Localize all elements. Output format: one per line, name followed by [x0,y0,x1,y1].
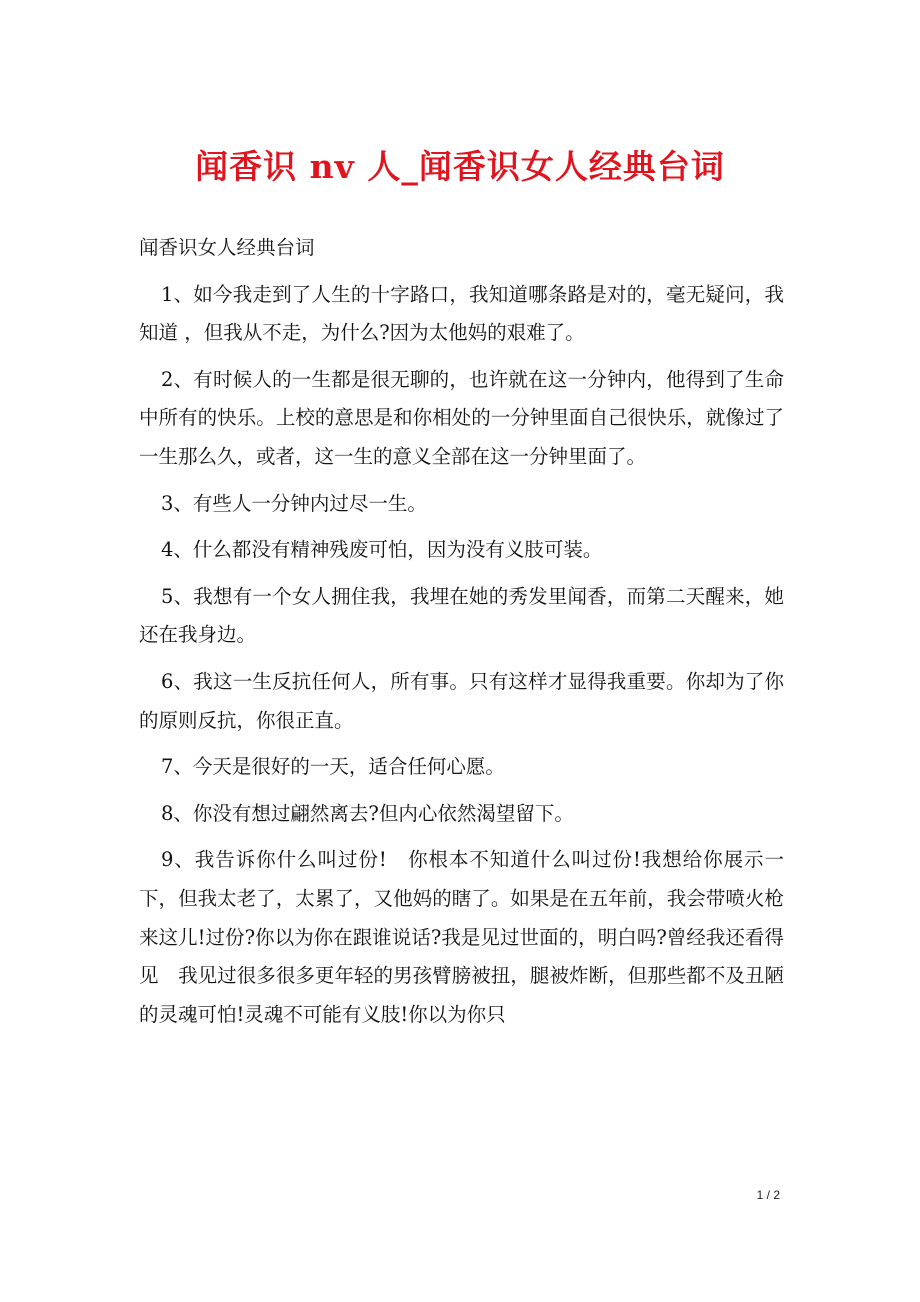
page-indicator: 1 / 2 [756,1188,780,1202]
paragraph-2: 2、有时候人的一生都是很无聊的，也许就在这一分钟内，他得到了生命中所有的快乐。上校的意思是和你相处的一分钟里面自己很快乐，就像过了一生那么久，或者，这一生的意义全部在这一分钟里面了。 [139,367,784,468]
paragraph-7: 7、今天是很好的一天，适合任何心愿。 [161,755,505,779]
paragraph-5: 5、我想有一个女人拥住我，我埋在她的秀发里闻香，而第二天醒来，她还在我身边。 [139,584,784,647]
paragraph-1: 1、如今我走到了人生的十字路口，我知道哪条路是对的，毫无疑问，我知道 ，但我从不走，为什么?因为太他妈的艰难了。 [139,282,784,345]
paragraph-3: 3、有些人一分钟内过尽一生。 [161,491,427,515]
paragraph-8: 8、你没有想过翩然离去?但内心依然渴望留下。 [161,801,574,825]
paragraph-4: 4、什么都没有精神残废可怕，因为没有义肢可装。 [161,538,603,562]
paragraph-9: 9、我告诉你什么叫过份! 你根本不知道什么叫过份!我想给你展示一下，但我太老了，太累了，又他妈的瞎了。如果是在五年前，我会带喷火枪来这儿!过份?你以为你在跟谁说话?我是见过世面的，明白吗?曾经我还看得见 我见过很多很多更年轻的男孩臂膀被扭，腿被炸断，但那些都不及丑陋的灵魂可怕!灵魂不可能有义肢!你以为你只 [139,848,784,1026]
document-title: 闻香识 nv 人_闻香识女人经典台词 [195,147,725,186]
document-body [139,229,784,1042]
document-subtitle: 闻香识女人经典台词 [139,236,315,259]
paragraph-6: 6、我这一生反抗任何人，所有事。只有这样才显得我重要。你却为了你的原则反抗，你很正直。 [139,669,784,732]
